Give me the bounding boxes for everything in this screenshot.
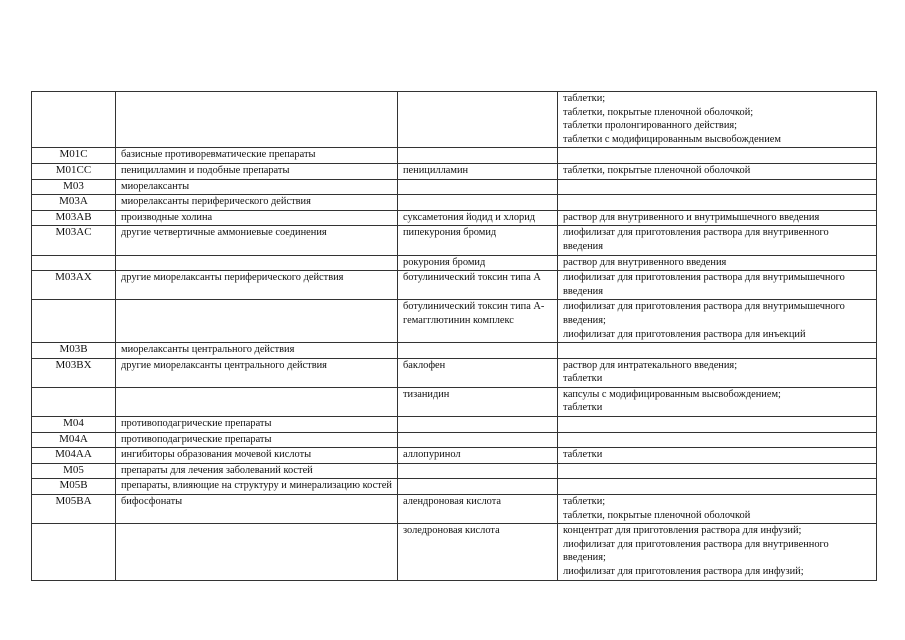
atc-code-cell: M03A — [32, 195, 116, 211]
group-name-cell — [116, 92, 398, 148]
atc-code-cell: M03AC — [32, 226, 116, 255]
drug-name-cell — [398, 148, 558, 164]
table-row — [32, 524, 877, 580]
group-name-cell: другие миорелаксанты центрального действия — [116, 358, 398, 387]
table-row — [32, 271, 877, 300]
table-row — [32, 179, 877, 195]
drug-name-cell — [398, 463, 558, 479]
atc-code-cell: M05B — [32, 479, 116, 495]
table-row — [32, 343, 877, 359]
table-row — [32, 148, 877, 164]
group-name-cell: пеницилламин и подобные препараты — [116, 163, 398, 179]
dosage-form-cell — [558, 524, 877, 580]
atc-code-cell: M03AX — [32, 271, 116, 300]
atc-code-cell: M04A — [32, 432, 116, 448]
atc-code-cell: M03B — [32, 343, 116, 359]
table-row — [32, 210, 877, 226]
drug-name-cell — [398, 432, 558, 448]
table-row — [32, 417, 877, 433]
dosage-form-cell — [558, 463, 877, 479]
dosage-form-cell — [558, 226, 877, 255]
drug-name-cell — [398, 343, 558, 359]
drug-name-cell: суксаметония йодид и хлорид — [398, 210, 558, 226]
table-row — [32, 463, 877, 479]
group-name-cell: бифосфонаты — [116, 495, 398, 524]
dosage-form-cell — [558, 358, 877, 387]
drug-name-cell — [398, 195, 558, 211]
group-name-cell: миорелаксанты — [116, 179, 398, 195]
dosage-form-cell — [558, 255, 877, 271]
group-name-cell: миорелаксанты периферического действия — [116, 195, 398, 211]
dosage-form-cell — [558, 300, 877, 343]
dosage-form-cell — [558, 271, 877, 300]
group-name-cell — [116, 300, 398, 343]
drug-name-cell: ботулинический токсин типа A — [398, 271, 558, 300]
atc-code-cell — [32, 387, 116, 416]
dosage-form-line: раствор для интратекального введения; — [563, 359, 738, 371]
atc-code-cell: M05 — [32, 463, 116, 479]
drug-name-cell — [398, 92, 558, 148]
dosage-form-cell — [558, 448, 877, 464]
drug-name-cell: золедроновая кислота — [398, 524, 558, 580]
atc-code-cell: M04 — [32, 417, 116, 433]
dosage-form-line: таблетки; — [563, 93, 606, 104]
drug-name-cell: пипекурония бромид — [398, 226, 558, 255]
table-row — [32, 479, 877, 495]
drug-name-cell: баклофен — [398, 358, 558, 387]
table-row — [32, 495, 877, 524]
group-name-cell: ингибиторы образования мочевой кислоты — [116, 448, 398, 464]
dosage-form-cell — [558, 495, 877, 524]
dosage-form-line: концентрат для приготовления раствора для инфузий; — [563, 525, 802, 537]
dosage-form-line: таблетки, покрытые пленочной оболочкой — [563, 164, 751, 176]
dosage-form-line: таблетки с модифицированным высвобождением — [563, 133, 781, 145]
drug-name-cell — [398, 479, 558, 495]
dosage-form-cell — [558, 387, 877, 416]
table-row — [32, 358, 877, 387]
dosage-form-line: раствор для внутривенного введения — [563, 256, 727, 268]
table-row — [32, 387, 877, 416]
dosage-form-line: лиофилизат для приготовления раствора для инъекций — [563, 328, 806, 340]
group-name-cell: препараты, влияющие на структуру и минерализацию костей — [116, 479, 398, 495]
drug-classification-table — [31, 91, 877, 581]
table-body — [32, 92, 877, 581]
dosage-form-cell — [558, 343, 877, 359]
drug-name-cell — [398, 179, 558, 195]
table-row — [32, 226, 877, 255]
group-name-cell: производные холина — [116, 210, 398, 226]
table-row — [32, 300, 877, 343]
dosage-form-cell — [558, 195, 877, 211]
dosage-form-cell — [558, 417, 877, 433]
atc-code-cell: M01CC — [32, 163, 116, 179]
atc-code-cell — [32, 524, 116, 580]
atc-code-cell: M03 — [32, 179, 116, 195]
drug-name-cell: рокурония бромид — [398, 255, 558, 271]
atc-code-cell — [32, 255, 116, 271]
atc-code-cell: M04AA — [32, 448, 116, 464]
group-name-cell: противоподагрические препараты — [116, 432, 398, 448]
table-row — [32, 255, 877, 271]
dosage-form-line: лиофилизат для приготовления раствора для внутривенного введения — [563, 227, 829, 252]
dosage-form-cell — [558, 432, 877, 448]
atc-code-cell — [32, 92, 116, 148]
group-name-cell: противоподагрические препараты — [116, 417, 398, 433]
drug-name-cell — [398, 417, 558, 433]
dosage-form-cell — [558, 479, 877, 495]
drug-name-cell: аллопуринол — [398, 448, 558, 464]
dosage-form-line: лиофилизат для приготовления раствора для внутримышечного введения; — [563, 301, 845, 326]
table-row — [32, 195, 877, 211]
atc-code-cell: M03BX — [32, 358, 116, 387]
table-row — [32, 432, 877, 448]
group-name-cell: другие миорелаксанты периферического действия — [116, 271, 398, 300]
atc-code-cell — [32, 300, 116, 343]
dosage-form-line: таблетки пролонгированного действия; — [563, 120, 738, 132]
group-name-cell: базисные противоревматические препараты — [116, 148, 398, 164]
group-name-cell — [116, 524, 398, 580]
dosage-form-line: раствор для внутривенного и внутримышечного введения — [563, 211, 820, 223]
group-name-cell: препараты для лечения заболеваний костей — [116, 463, 398, 479]
dosage-form-cell — [558, 92, 877, 148]
group-name-cell: другие четвертичные аммониевые соединения — [116, 226, 398, 255]
dosage-form-line: таблетки, покрытые пленочной оболочкой; — [563, 106, 754, 118]
dosage-form-line: капсулы с модифицированным высвобождением; — [563, 388, 781, 400]
dosage-form-line: лиофилизат для приготовления раствора для внутримышечного введения — [563, 272, 845, 297]
dosage-form-cell — [558, 179, 877, 195]
dosage-form-line: таблетки; — [563, 496, 606, 508]
dosage-form-line: таблетки — [563, 449, 603, 461]
drug-name-cell: ботулинический токсин типа A-гемагглютинин комплекс — [398, 300, 558, 343]
atc-code-cell: M03AB — [32, 210, 116, 226]
table-row — [32, 92, 877, 148]
dosage-form-cell — [558, 163, 877, 179]
table-row — [32, 163, 877, 179]
dosage-form-cell — [558, 148, 877, 164]
dosage-form-line: таблетки — [563, 373, 603, 385]
drug-name-cell: пеницилламин — [398, 163, 558, 179]
drug-name-cell: алендроновая кислота — [398, 495, 558, 524]
atc-code-cell: M05BA — [32, 495, 116, 524]
dosage-form-line: лиофилизат для приготовления раствора для внутривенного введения; — [563, 538, 829, 564]
dosage-form-cell — [558, 210, 877, 226]
dosage-form-line: лиофилизат для приготовления раствора для инфузий; — [563, 566, 804, 577]
group-name-cell — [116, 387, 398, 416]
atc-code-cell: M01C — [32, 148, 116, 164]
drug-name-cell: тизанидин — [398, 387, 558, 416]
table-row — [32, 448, 877, 464]
dosage-form-line: таблетки, покрытые пленочной оболочкой — [563, 509, 751, 521]
dosage-form-line: таблетки — [563, 402, 603, 414]
group-name-cell — [116, 255, 398, 271]
group-name-cell: миорелаксанты центрального действия — [116, 343, 398, 359]
